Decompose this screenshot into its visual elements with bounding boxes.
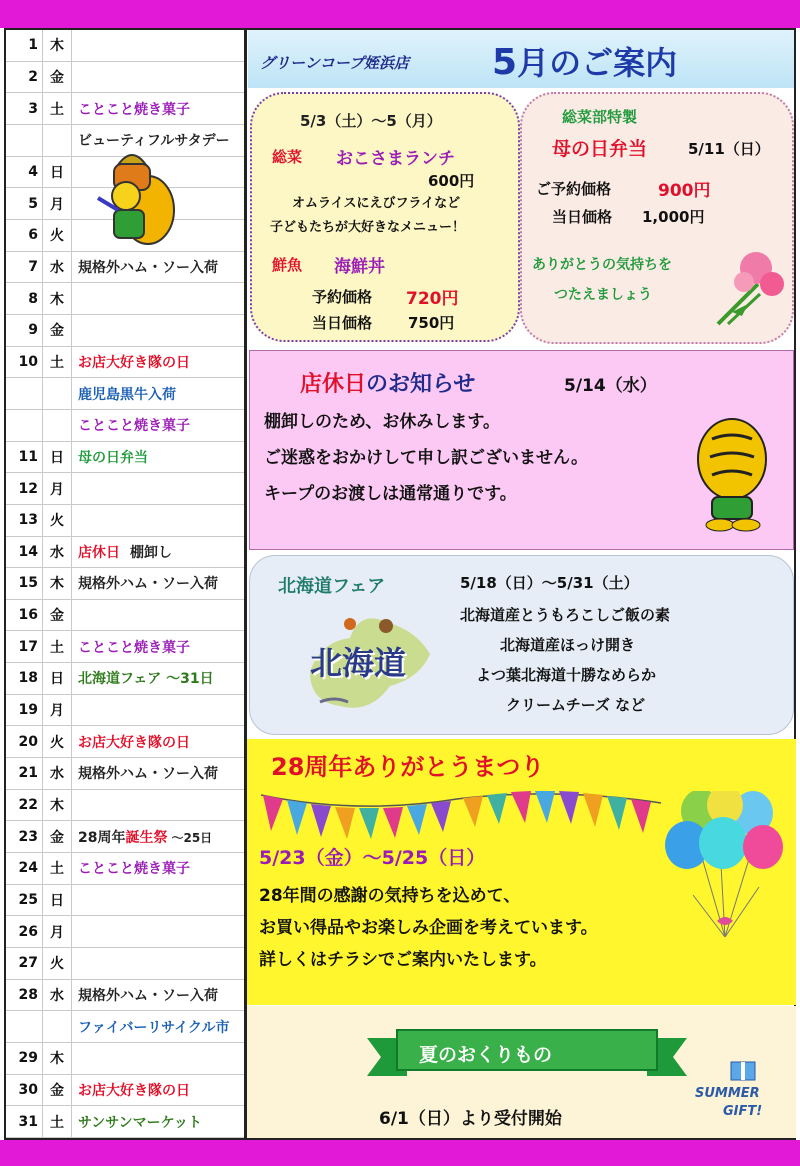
calendar-event-text: サンサンマーケット: [78, 1114, 202, 1131]
calendar-day: 24: [18, 860, 38, 877]
calendar-row: [6, 283, 244, 315]
mothers-day-panel: [520, 92, 794, 344]
hokkaido-fair-panel: [249, 555, 794, 735]
calendar-weekday: 金: [42, 821, 72, 852]
mothers-day-reserve-price: 900円: [658, 181, 711, 201]
calendar-day: 16: [18, 607, 38, 624]
closed-title-red: 店休日: [300, 372, 367, 397]
bowing-mascot-icon: [690, 401, 780, 537]
calendar-day: 17: [18, 638, 38, 655]
calendar-event-text: 規格外ハム・ソー入荷: [78, 259, 218, 276]
souzai-dates: 5/3（土）～5（月）: [300, 112, 442, 130]
kaisendon-day-price: 750円: [408, 314, 455, 332]
calendar-weekday: [42, 1011, 72, 1042]
calendar-row: [6, 916, 244, 948]
anniversary-line2: お買い得品やお楽しみ企画を考えています。: [259, 918, 598, 938]
summer-gift-date: 6/1（日）より受付開始: [379, 1109, 562, 1129]
store-closed-panel: [249, 350, 794, 550]
closed-title-rest: のお知らせ: [366, 372, 476, 397]
calendar-row: [6, 378, 244, 410]
mothers-day-date: 5/11（日）: [688, 140, 770, 158]
calendar-day: 21: [18, 765, 38, 782]
calendar-day: 4: [28, 163, 38, 180]
calendar-event: [72, 985, 218, 1005]
calendar-event-text: ことこと焼き菓子: [78, 861, 190, 878]
summer-gift-title: 夏のおくりもの: [419, 1044, 553, 1066]
calendar-weekday: 火: [42, 220, 72, 251]
calendar-day: 27: [18, 955, 38, 972]
calendar-row: [6, 62, 244, 94]
bunting-icon: [257, 787, 667, 843]
calendar-weekday: 木: [42, 790, 72, 821]
calendar-day: 13: [18, 512, 38, 529]
calendar-row: [6, 347, 244, 379]
summer-gift-panel: [247, 1006, 796, 1138]
calendar-event: [72, 763, 218, 783]
closed-title: [300, 367, 475, 398]
calendar-row: [6, 1106, 244, 1138]
calendar-day: 25: [18, 892, 38, 909]
calendar-event-text: お店大好き隊の日: [78, 354, 190, 371]
calendar-event-text: 規格外ハム・ソー入荷: [78, 576, 218, 593]
calendar-day: 31: [18, 1113, 38, 1130]
calendar-weekday: [42, 410, 72, 441]
calendar-weekday: 月: [42, 473, 72, 504]
samurai-mascot-icon: [88, 140, 178, 248]
hokkaido-item1: 北海道産とうもろこしご飯の素: [460, 606, 671, 624]
calendar-day: 29: [18, 1050, 38, 1067]
calendar-weekday: 金: [42, 62, 72, 93]
calendar-row: [6, 473, 244, 505]
calendar-weekday: [42, 125, 72, 156]
calendar-day: 5: [28, 195, 38, 212]
anniversary-line3: 詳しくはチラシでご案内いたします。: [259, 950, 547, 970]
calendar-weekday: 土: [42, 853, 72, 884]
calendar-weekday: 土: [42, 1106, 72, 1137]
calendar-event-text: ファイバーリサイクル市: [78, 1019, 230, 1036]
souzai-panel: [250, 92, 520, 342]
title-rest: 月のご案内: [517, 44, 678, 82]
calendar-weekday: 土: [42, 93, 72, 124]
hokkaido-title: 北海道フェア: [278, 576, 386, 597]
calendar-row: [6, 93, 244, 125]
mothers-day-sub: 総菜部特製: [562, 108, 638, 126]
carnation-icon: [698, 244, 788, 334]
calendar-weekday: 土: [42, 631, 72, 662]
anniversary-title: 28周年ありがとうまつり: [271, 753, 545, 781]
bottom-bar: [0, 1140, 800, 1166]
calendar-weekday: 日: [42, 885, 72, 916]
calendar-weekday: 金: [42, 315, 72, 346]
mothers-day-day-price: 1,000円: [642, 208, 705, 226]
calendar-weekday: 月: [42, 188, 72, 219]
calendar-event: [72, 99, 190, 119]
calendar-day: 12: [18, 480, 38, 497]
calendar-row: [6, 537, 244, 569]
closed-line2: ご迷惑をおかけして申し訳ございません。: [264, 448, 589, 468]
mothers-day-title: 母の日弁当: [552, 138, 648, 160]
kaisendon-day-label: 当日価格: [312, 314, 373, 332]
calendar-weekday: 火: [42, 505, 72, 536]
calendar-event: [72, 352, 190, 372]
calendar-event-text: 母の日弁当: [78, 449, 148, 466]
calendar-row: [6, 726, 244, 758]
kaisendon-reserve-label: 予約価格: [312, 288, 373, 306]
calendar-day: 2: [28, 68, 38, 85]
souzai-category: 総菜: [272, 148, 303, 166]
calendar-day: 7: [28, 258, 38, 275]
calendar-event-text: 北海道フェア ～31日: [78, 671, 214, 688]
calendar-weekday: 日: [42, 442, 72, 473]
calendar-day: 26: [18, 923, 38, 940]
calendar-row: [6, 505, 244, 537]
calendar-weekday: 火: [42, 726, 72, 757]
calendar-event: [72, 384, 176, 404]
calendar-row: [6, 853, 244, 885]
calendar-day: 1: [28, 37, 38, 54]
hokkaido-item3: よつ葉北海道十勝なめらか: [476, 666, 657, 684]
calendar-day: 28: [18, 987, 38, 1004]
hokkaido-item2: 北海道産ほっけ開き: [500, 636, 636, 654]
calendar-day: 11: [18, 448, 38, 465]
calendar-event: [72, 668, 214, 688]
kaisendon-name: 海鮮丼: [334, 257, 385, 277]
calendar-event-highlight: 誕生祭: [125, 829, 168, 846]
kids-lunch-price: 600円: [428, 172, 475, 190]
balloons-icon: [663, 791, 789, 941]
calendar-row: [6, 600, 244, 632]
calendar-weekday: 水: [42, 252, 72, 283]
calendar-weekday: 水: [42, 537, 72, 568]
calendar-event-text: 規格外ハム・ソー入荷: [78, 766, 218, 783]
calendar-event-text: ビューティフルサタデー: [78, 133, 230, 150]
kaisendon-reserve-price: 720円: [406, 289, 459, 309]
summer-gift-logo-text1: SUMMER: [695, 1086, 760, 1101]
calendar-row: [6, 980, 244, 1012]
calendar-row: [6, 663, 244, 695]
calendar-event: [72, 858, 190, 878]
mothers-day-reserve-label: ご予約価格: [536, 180, 612, 198]
calendar-day: 10: [18, 353, 38, 370]
calendar-event-text: 鹿児島黒牛入荷: [78, 386, 176, 403]
mothers-day-msg1: ありがとうの気持ちを: [532, 257, 672, 273]
calendar-day: 14: [18, 543, 38, 560]
calendar-event: [72, 827, 212, 847]
calendar-event-text: 店休日: [78, 544, 120, 561]
top-bar: [0, 0, 800, 28]
calendar-day: 23: [18, 828, 38, 845]
calendar-day: 3: [28, 100, 38, 117]
calendar-row: [6, 695, 244, 727]
calendar-event-secondary: 棚卸し: [130, 544, 172, 561]
calendar-weekday: 日: [42, 157, 72, 188]
calendar-event-text: 28周年: [78, 829, 126, 846]
calendar-weekday: [42, 378, 72, 409]
calendar-event: [72, 1112, 202, 1132]
calendar-event: [72, 1017, 229, 1037]
closed-date: 5/14（水）: [564, 376, 657, 396]
calendar-weekday: 火: [42, 948, 72, 979]
calendar-day: 18: [18, 670, 38, 687]
hokkaido-map-text: 北海道: [310, 644, 407, 682]
calendar-event: [72, 447, 148, 467]
calendar-row: [6, 790, 244, 822]
closed-line3: キープのお渡しは通常通りです。: [264, 484, 517, 504]
calendar-weekday: 月: [42, 916, 72, 947]
calendar-event: [72, 573, 218, 593]
kids-lunch-desc1: オムライスにえびフライなど: [292, 196, 461, 211]
calendar-day: 9: [28, 322, 38, 339]
calendar-row: [6, 821, 244, 853]
calendar-row: [6, 948, 244, 980]
calendar-row: [6, 568, 244, 600]
page-header: [248, 30, 794, 88]
page-title: [492, 38, 677, 84]
hokkaido-item4: クリームチーズ など: [506, 696, 646, 714]
calendar-row: [6, 758, 244, 790]
anniversary-line1: 28年間の感謝の気持ちを込めて、: [259, 886, 521, 906]
kids-lunch-desc2: 子どもたちが大好きなメニュー！: [270, 220, 466, 235]
calendar-row: [6, 252, 244, 284]
calendar-weekday: 水: [42, 980, 72, 1011]
calendar-row: [6, 631, 244, 663]
calendar-weekday: 木: [42, 1043, 72, 1074]
calendar-event-text: ことこと焼き菓子: [78, 101, 190, 118]
calendar-event-text: お店大好き隊の日: [78, 734, 190, 751]
calendar-event-text: ことこと焼き菓子: [78, 418, 190, 435]
calendar-event-text: ことこと焼き菓子: [78, 639, 190, 656]
hokkaido-dates: 5/18（日）～5/31（土）: [460, 574, 639, 592]
calendar-day: 15: [18, 575, 38, 592]
calendar-event: [72, 415, 190, 435]
anniversary-panel: [247, 739, 796, 1005]
calendar-weekday: 日: [42, 663, 72, 694]
calendar-row: [6, 1075, 244, 1107]
calendar-day: 8: [28, 290, 38, 307]
calendar-event-tail: ～25日: [171, 830, 213, 845]
calendar-weekday: 木: [42, 283, 72, 314]
anniversary-dates: 5/23（金）～5/25（日）: [259, 847, 486, 869]
calendar-row: [6, 410, 244, 442]
calendar-event: [72, 1080, 190, 1100]
calendar-weekday: 月: [42, 695, 72, 726]
calendar-event-text: 規格外ハム・ソー入荷: [78, 988, 218, 1005]
calendar-row: [6, 30, 244, 62]
calendar-day: 30: [18, 1082, 38, 1098]
calendar-day: 22: [18, 797, 38, 814]
calendar-weekday: 金: [42, 600, 72, 631]
calendar-weekday: 土: [42, 347, 72, 378]
calendar-row: [6, 315, 244, 347]
calendar-event-text: お店大好き隊の日: [78, 1083, 190, 1099]
mothers-day-msg2: つたえましょう: [554, 287, 652, 303]
calendar-row: [6, 1011, 244, 1043]
title-month: 5: [492, 42, 518, 83]
calendar-event: [72, 257, 218, 277]
calendar-weekday: 金: [42, 1075, 72, 1106]
calendar-event: [72, 542, 172, 562]
calendar-row: [6, 885, 244, 917]
summer-gift-logo-text2: GIFT!: [723, 1104, 763, 1119]
calendar-day: 20: [18, 733, 38, 750]
calendar-day: 19: [18, 702, 38, 719]
calendar-row: [6, 442, 244, 474]
fresh-fish-category: 鮮魚: [272, 256, 303, 274]
calendar-event: [72, 732, 190, 752]
closed-line1: 棚卸しのため、お休みします。: [264, 412, 500, 432]
calendar-weekday: 水: [42, 758, 72, 789]
calendar-weekday: 木: [42, 30, 72, 61]
kids-lunch-name: おこさまランチ: [336, 149, 455, 169]
mothers-day-day-label: 当日価格: [552, 208, 613, 226]
calendar-event: [72, 637, 190, 657]
calendar-weekday: 木: [42, 568, 72, 599]
store-name: グリーンコープ姪浜店: [260, 54, 409, 72]
calendar-day: 6: [28, 227, 38, 244]
calendar-row: [6, 1043, 244, 1075]
